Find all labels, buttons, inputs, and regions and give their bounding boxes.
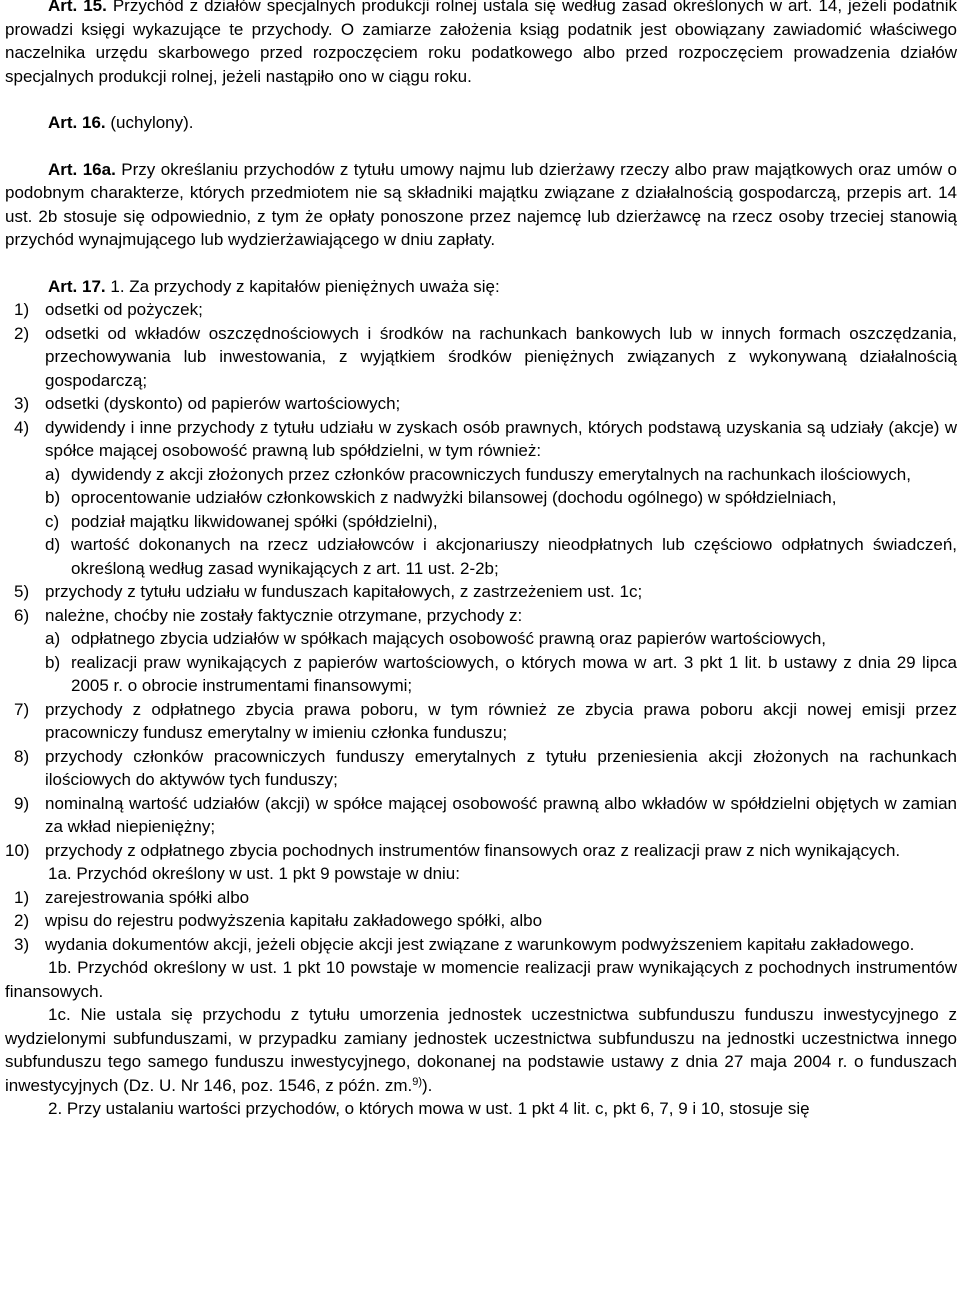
art16-label: Art. 16.: [48, 113, 106, 132]
art16a-paragraph: [5, 158, 957, 252]
list-item: 2) wpisu do rejestru podwyższenia kapitału zakładowego spółki, albo: [14, 911, 543, 930]
art17-p1b: 1b. Przychód określony w ust. 1 pkt 10 powstaje w momencie realizacji praw wynikających z pochodnych instrumentów finansowych.: [5, 958, 957, 1001]
art17-p1c: [5, 1003, 957, 1097]
list-item: 1) zarejestrowania spółki albo: [14, 887, 250, 907]
art17-label: Art. 17.: [48, 276, 106, 296]
art17-intro-num: 1.: [110, 276, 125, 296]
list-item: 2) odsetki od wkładów oszczędnościowych i środków na rachunkach bankowych lub w innych formach oszczędzania, przechowywania lub inwestowania, z wyjątkiem środków pieniężnych związanych z wykonywaną działalnością gospodarczą;: [14, 323, 957, 390]
art15-text: Przychód z działów specjalnych produkcji rolnej ustala się według zasad określonych w art. 14, jeżeli podatnik prowadzi księgi wykazujące te przychody. O zamiarze założenia ksiąg podatnik jest obowiązany zawiadomić właściwego naczelnika urzędu skarbowego przed rozpoczęciem roku podatkowego albo przed rozpoczęciem prowadzenia działów specjalnych produkcji rolnej, jeżeli nastąpiło ono w ciągu roku.: [5, 0, 957, 86]
list-item: 1) odsetki od pożyczek;: [14, 300, 203, 319]
sub-list-item: b) realizacji praw wynikających z papierów wartościowych, o których mowa w art. 3 pkt 1 lit. b ustawy z dnia 29 lipca 2005 r. o obrocie instrumentami finansowymi;: [45, 652, 957, 695]
art17-intro-text: Za przychody z kapitałów pieniężnych uważa się:: [129, 276, 500, 296]
art16a-label: Art. 16a.: [48, 159, 116, 179]
art16-paragraph: [5, 111, 957, 135]
list-item: 6) należne, choćby nie zostały faktycznie otrzymane, przychody z:: [14, 605, 523, 625]
list-item: 7) przychody z odpłatnego zbycia prawa poboru, w tym również ze zbycia prawa poboru akcji nowej emisji przez pracowniczy fundusz emerytalny w imieniu członka funduszu;: [14, 699, 957, 742]
sub-list-item: d) wartość dokonanych na rzecz udziałowców i akcjonariuszy nieodpłatnych lub częściowo odpłatnych świadczeń, określoną według zasad wynikających z art. 11 ust. 2-2b;: [45, 535, 957, 578]
sub-list-item: c) podział majątku likwidowanej spółki (spółdzielni),: [45, 511, 438, 531]
sub-list-item: a) dywidendy z akcji złożonych przez członków pracowniczych funduszy emerytalnych na rachunkach ilościowych,: [45, 464, 911, 484]
footnote-ref: 9): [412, 1075, 422, 1088]
document-page: [5, 0, 957, 1121]
art17-p1c-text: 1c. Nie ustala się przychodu z tytułu umorzenia jednostek uczestnictwa subfunduszu funduszu inwestycyjnego z wydzielonymi subfunduszami, w przypadku zamiany jednostek uczestnictwa subfunduszu na jednostki uczestnictwa innego subfunduszu tego samego funduszu inwestycyjnego, dokonanej na podstawie ustawy z dnia 27 maja 2004 r. o funduszach inwestycyjnych (Dz. U. Nr 146, poz. 1546, z późn. zm.: [5, 1005, 957, 1095]
art16a-text: Przy określaniu przychodów z tytułu umowy najmu lub dzierżawy rzeczy albo praw majątkowych oraz umów o podobnym charakterze, których przedmiotem nie są składniki majątku związane z działalnością gospodarczą, przepis art. 14 ust. 2b stosuje się odpowiednio, z tym że opłaty ponoszone przez najemcę lub dzierżawcę na rzecz osoby trzeciej stanowią przychód wynajmującego lub wydzierżawiającego w dniu zapłaty.: [5, 159, 957, 249]
list-item: 10) przychody z odpłatnego zbycia pochodnych instrumentów finansowych oraz z realizacji praw z nich wynikających.: [5, 840, 901, 860]
art17-p1c-end: ).: [422, 1075, 433, 1095]
list-item: 4) dywidendy i inne przychody z tytułu udziału w zyskach osób prawnych, których podstawą uzyskania są udziały (akcje) w spółce mającej osobowość prawną lub spółdzielni, w tym również:: [14, 417, 957, 460]
list-item: 5) przychody z tytułu udziału w funduszach kapitałowych, z zastrzeżeniem ust. 1c;: [14, 582, 643, 601]
list-item: 8) przychody członków pracowniczych funduszy emerytalnych z tytułu przeniesienia akcji złożonych na rachunkach ilościowych do aktywów tych funduszy;: [14, 746, 957, 789]
list-item: 3) wydania dokumentów akcji, jeżeli objęcie akcji jest związane z warunkowym podwyższeniem kapitału zakładowego.: [14, 934, 915, 954]
art17-p2: 2. Przy ustalaniu wartości przychodów, o których mowa w ust. 1 pkt 4 lit. c, pkt 6, 7, 9 i 10, stosuje się: [48, 1099, 810, 1118]
list-item: 9) nominalną wartość udziałów (akcji) w spółce mającej osobowość prawną albo wkładów w spółdzielni objętych w zamian za wkład niepieniężny;: [14, 793, 957, 836]
art15-label: Art. 15.: [48, 0, 107, 15]
art15-paragraph: [5, 0, 957, 88]
art17-intro: [5, 275, 957, 299]
art16-text: (uchylony).: [110, 113, 194, 132]
list-item: 3) odsetki (dyskonto) od papierów wartościowych;: [14, 394, 401, 413]
art17-p1a: 1a. Przychód określony w ust. 1 pkt 9 powstaje w dniu:: [48, 864, 460, 883]
sub-list-item: b) oprocentowanie udziałów członkowskich z nadwyżki bilansowej (dochodu ogólnego) w spółdzielniach,: [45, 488, 837, 507]
sub-list-item: a) odpłatnego zbycia udziałów w spółkach mających osobowość prawną oraz papierów wartościowych,: [45, 629, 826, 648]
